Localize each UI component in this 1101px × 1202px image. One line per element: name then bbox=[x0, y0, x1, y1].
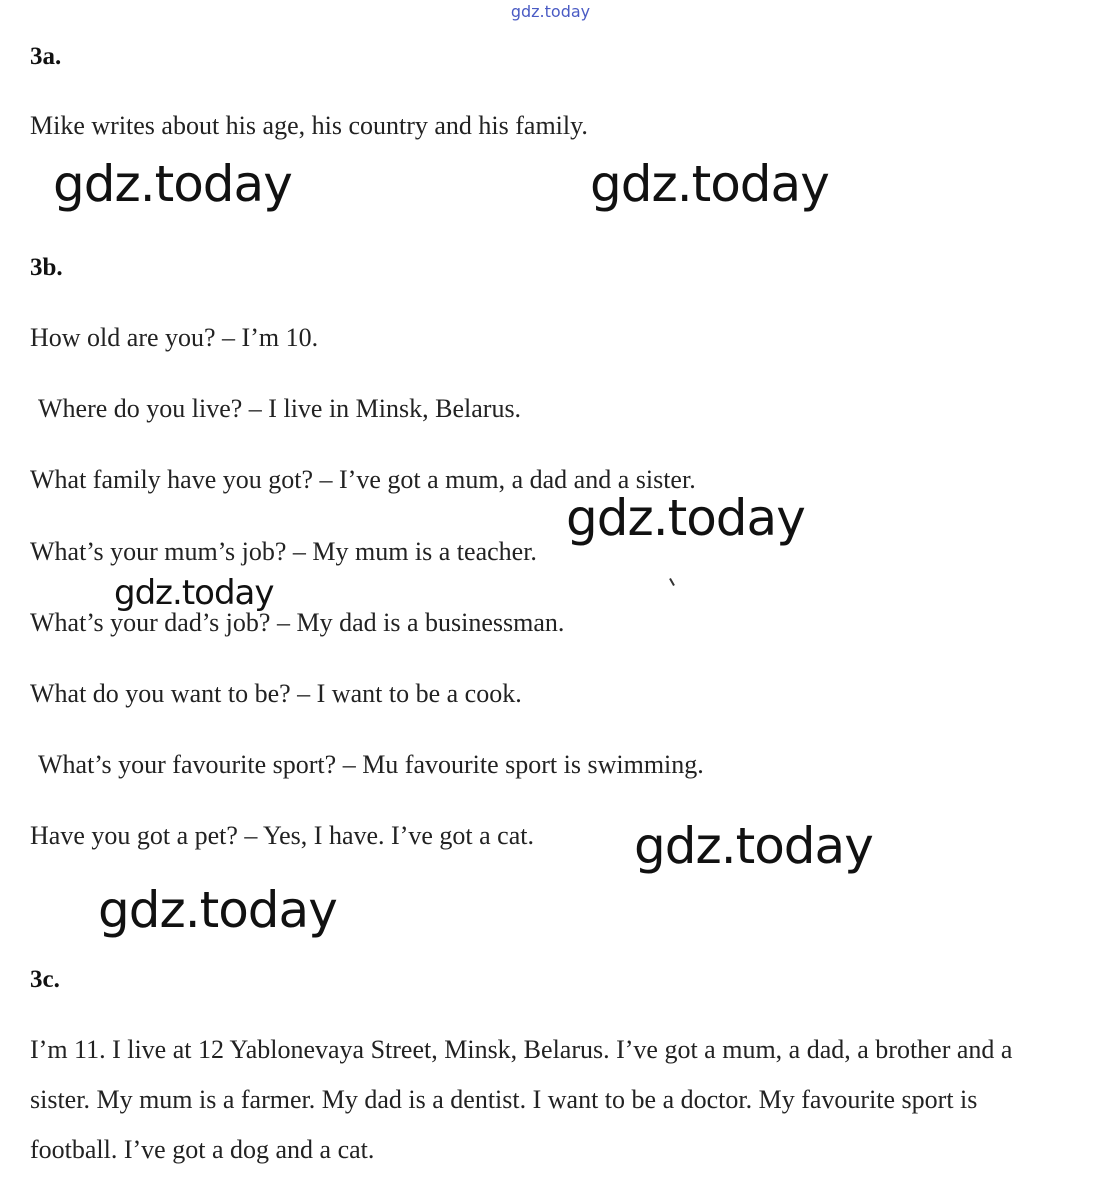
watermark-3: gdz.today bbox=[566, 489, 805, 547]
watermark-1: gdz.today bbox=[53, 155, 292, 213]
watermark-4: gdz.today bbox=[114, 573, 274, 613]
qa-line-6: What do you want to be? – I want to be a cook. bbox=[30, 679, 522, 708]
qa-line-1: How old are you? – I’m 10. bbox=[30, 323, 319, 352]
heading-3a: 3a. bbox=[30, 43, 62, 70]
watermark-5: gdz.today bbox=[634, 817, 873, 875]
watermark-2: gdz.today bbox=[590, 155, 829, 213]
text-3a: Mike writes about his age, his country and his family. bbox=[30, 111, 588, 140]
qa-line-7: What’s your favourite sport? – Mu favourite sport is swimming. bbox=[38, 750, 704, 779]
stray-mark bbox=[669, 578, 675, 586]
qa-line-3: What family have you got? – I’ve got a mum, a dad and a sister. bbox=[30, 465, 696, 494]
qa-line-8: Have you got a pet? – Yes, I have. I’ve got a cat. bbox=[30, 821, 534, 850]
heading-3b: 3b. bbox=[30, 254, 63, 281]
watermark-6: gdz.today bbox=[98, 881, 337, 939]
heading-3c: 3c. bbox=[30, 966, 60, 993]
qa-line-2: Where do you live? – I live in Minsk, Belarus. bbox=[38, 394, 522, 423]
text-3c: I’m 11. I live at 12 Yablonevaya Street, Minsk, Belarus. I’ve got a mum, a dad, a brother and a sister. My mum is a farmer. My dad is a dentist. I want to be a doctor. My favourite sport is football. I’ve got a dog and a cat. bbox=[30, 1035, 1013, 1164]
qa-line-5: What’s your dad’s job? – My dad is a businessman. bbox=[30, 608, 565, 637]
top-watermark: gdz.today bbox=[510, 2, 591, 21]
qa-line-4: What’s your mum’s job? – My mum is a teacher. bbox=[30, 537, 537, 566]
